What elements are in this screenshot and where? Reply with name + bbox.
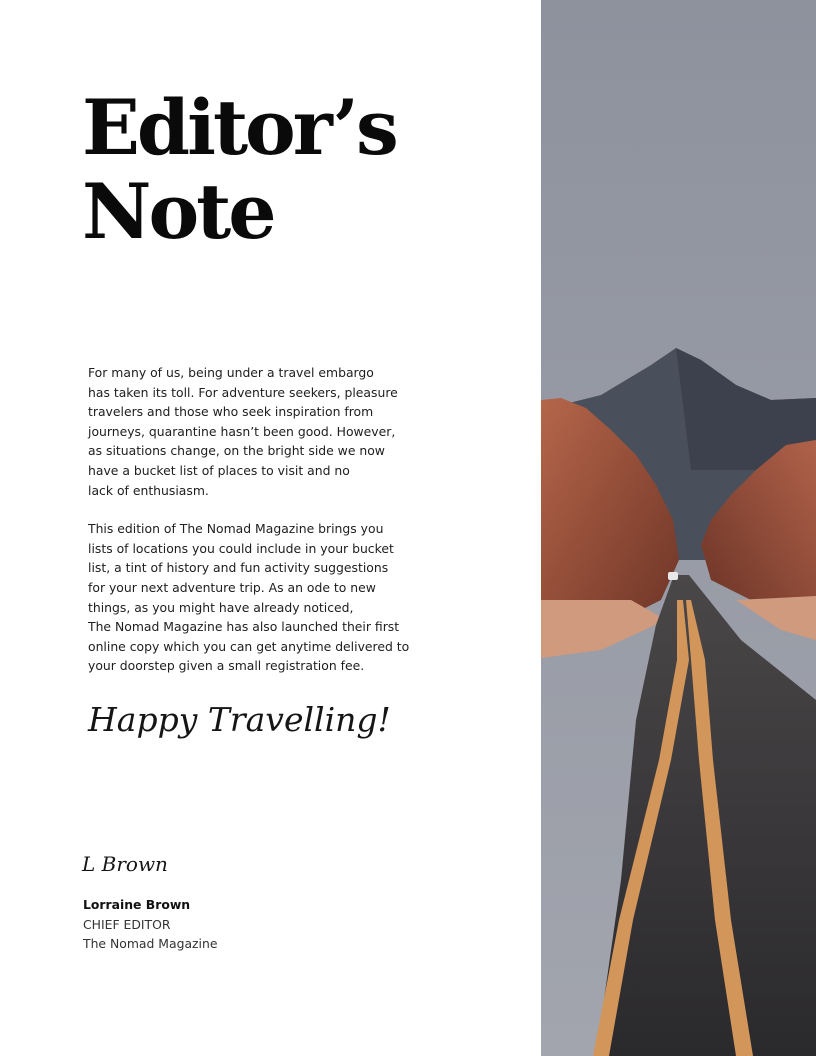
page-title xyxy=(82,83,396,256)
closing-line: Happy Travelling! xyxy=(88,700,391,739)
road-photo xyxy=(541,0,816,1056)
author-role: CHIEF EDITOR xyxy=(83,916,171,932)
title-line-1: Editor’s xyxy=(82,83,396,172)
car xyxy=(668,572,678,580)
author-block xyxy=(83,895,217,954)
signature: L Brown xyxy=(82,852,168,876)
title-line-2: Note xyxy=(82,167,274,256)
author-name: Lorraine Brown xyxy=(83,897,191,912)
body-paragraph-1: For many of us, being under a travel embargo has taken its toll. For adventure seekers, pleasure travelers and those who seek inspiration from journeys, quarantine hasn’t been good. However, as situations change, on the bright side we now have a bucket list of places to visit and no lack of enthusiasm. xyxy=(88,365,398,498)
editor-note-body xyxy=(88,363,433,695)
author-organization: The Nomad Magazine xyxy=(83,936,218,952)
body-paragraph-2: This edition of The Nomad Magazine brings you lists of locations you could include in your bucket list, a tint of history and fun activity suggestions for your next adventure trip. As an ode to new things, as you might have already noticed, The Nomad Magazine has also launched their first online copy which you can get anytime delivered to your doorstep given a small registration fee. xyxy=(88,521,410,674)
